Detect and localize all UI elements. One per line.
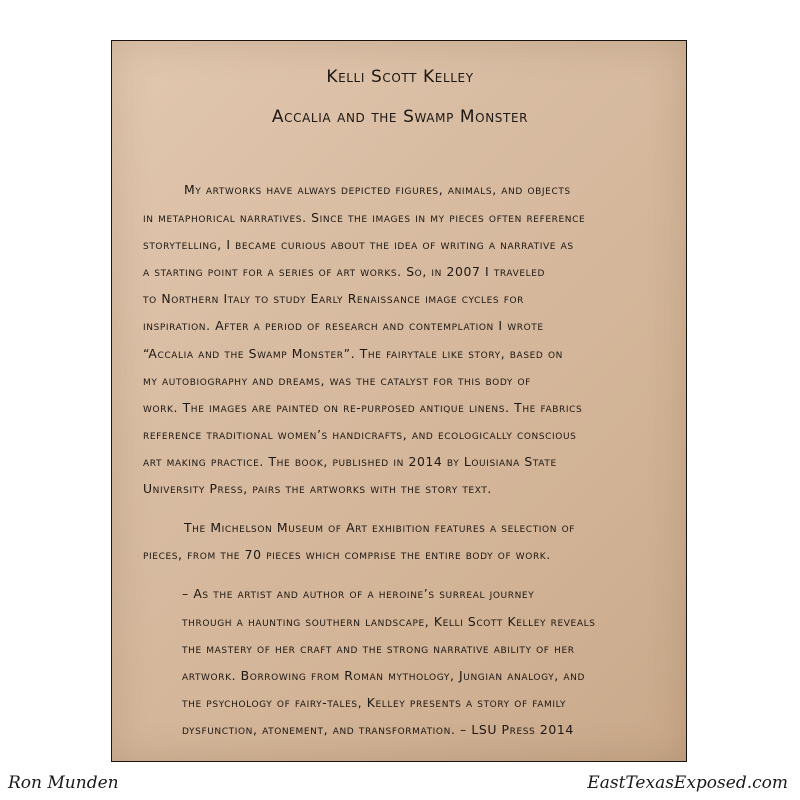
- paragraph-line: pieces, from the 70 pieces which comprise the entire body of work.: [143, 547, 551, 562]
- paragraph-line: a starting point for a series of art works. So, in 2007 I traveled: [143, 264, 546, 279]
- paragraph-line: reference traditional women’s handicrafts, and ecologically conscious: [143, 427, 577, 442]
- paragraph-line: to Northern Italy to study Early Renaissance image cycles for: [143, 291, 525, 306]
- paragraph-line: art making practice. The book, published in 2014 by Louisiana State: [143, 454, 557, 469]
- quote-line: dysfunction, atonement, and transformation. – LSU Press 2014: [182, 722, 574, 737]
- paragraph-line: my autobiography and dreams, was the catalyst for this body of: [143, 373, 531, 388]
- quote-line: – As the artist and author of a heroine’s surreal journey: [182, 586, 535, 601]
- paragraph-line: storytelling, I became curious about the idea of writing a narrative as: [143, 237, 574, 252]
- placard: [111, 40, 687, 762]
- quote-line: artwork. Borrowing from Roman mythology, Jungian analogy, and: [182, 668, 586, 683]
- website-credit: EastTexasExposed.com: [587, 773, 788, 793]
- paragraph-line: The Michelson Museum of Art exhibition features a selection of: [184, 520, 576, 535]
- quote-line: the mastery of her craft and the strong narrative ability of her: [182, 641, 575, 656]
- photographer-credit: Ron Munden: [8, 773, 119, 793]
- quote-line: the psychology of fairy-tales, Kelley presents a story of family: [182, 695, 567, 710]
- artist-name: Kelli Scott Kelley: [326, 67, 474, 87]
- paragraph-line: in metaphorical narratives. Since the images in my pieces often reference: [143, 210, 586, 225]
- paragraph-line: work. The images are painted on re-purposed antique linens. The fabrics: [143, 400, 583, 415]
- paragraph-line: University Press, pairs the artworks with the story text.: [143, 481, 492, 496]
- paragraph-line: inspiration. After a period of research and contemplation I wrote: [143, 318, 544, 333]
- paragraph-line: My artworks have always depicted figures, animals, and objects: [184, 182, 571, 197]
- paragraph-line: “Accalia and the Swamp Monster”. The fairytale like story, based on: [143, 346, 563, 361]
- artwork-title: Accalia and the Swamp Monster: [271, 107, 529, 127]
- quote-line: through a haunting southern landscape, Kelli Scott Kelley reveals: [182, 614, 596, 629]
